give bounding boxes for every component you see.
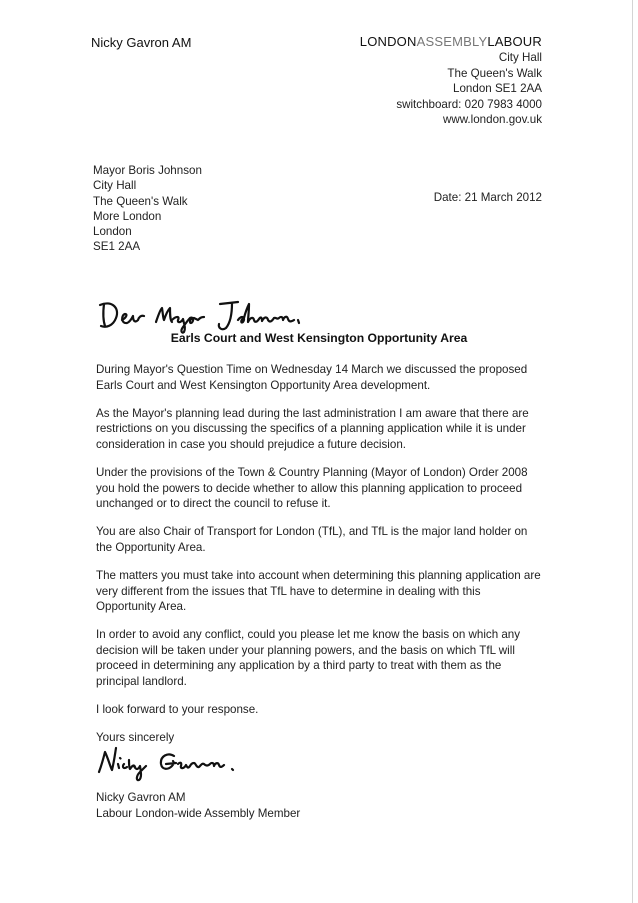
letter-subject: Earls Court and West Kensington Opportunity Area bbox=[170, 331, 468, 345]
signer-name: Nicky Gavron AM bbox=[96, 791, 186, 804]
signer-block bbox=[96, 790, 300, 821]
handwritten-signature bbox=[96, 742, 296, 784]
sender-address bbox=[396, 50, 542, 128]
organisation-name bbox=[360, 34, 542, 49]
paragraph bbox=[96, 524, 556, 555]
paragraph bbox=[96, 568, 556, 615]
org-part: LONDON bbox=[359, 34, 417, 49]
recipient-line: More London bbox=[93, 209, 162, 223]
signer-title: Labour London-wide Assembly Member bbox=[96, 806, 301, 820]
body-line: you hold the powers to decide whether to allow this planning application to proceed bbox=[96, 481, 523, 495]
address-line: switchboard: 020 7983 4000 bbox=[396, 97, 542, 111]
letter-date: Date: 21 March 2012 bbox=[433, 191, 542, 204]
body-line: proceed in determining any application by a third party to treat with them as the bbox=[96, 659, 502, 673]
body-line: restrictions on you discussing the specifics of a planning application while it is under bbox=[96, 422, 526, 436]
body-line: decision will be taken under your planning powers, and the basis on which TfL will bbox=[96, 643, 515, 657]
address-line: The Queen's Walk bbox=[447, 66, 542, 80]
sender-name: Nicky Gavron AM bbox=[91, 35, 192, 50]
body-line: principal landlord. bbox=[96, 675, 187, 688]
body-line: Under the provisions of the Town & Country Planning (Mayor of London) Order 2008 bbox=[96, 465, 528, 479]
body-line: Earls Court and West Kensington Opportunity Area development. bbox=[96, 378, 431, 392]
paragraph bbox=[96, 627, 556, 689]
body-line: the Opportunity Area. bbox=[96, 540, 206, 554]
address-line: London SE1 2AA bbox=[453, 82, 542, 96]
body-line: Yours sincerely bbox=[96, 731, 175, 745]
paragraph bbox=[96, 465, 556, 512]
body-line: As the Mayor's planning lead during the last administration I am aware that there are bbox=[96, 406, 529, 420]
org-part: ASSEMBLY bbox=[416, 34, 488, 49]
body-line: unchanged or to direct the council to refuse it. bbox=[96, 497, 331, 511]
body-line: In order to avoid any conflict, could you please let me know the basis on which any bbox=[96, 628, 521, 642]
paragraph bbox=[96, 362, 556, 393]
body-line: I look forward to your response. bbox=[96, 703, 259, 717]
scan-edge-line bbox=[632, 0, 633, 903]
paragraph bbox=[96, 406, 556, 453]
org-part: LABOUR bbox=[487, 34, 542, 49]
letter-body bbox=[96, 362, 556, 758]
recipient-address bbox=[93, 163, 202, 255]
body-line: During Mayor's Question Time on Wednesday 14 March we discussed the proposed bbox=[96, 363, 528, 376]
handwritten-salutation bbox=[98, 296, 338, 336]
recipient-line: London bbox=[93, 225, 132, 239]
paragraph bbox=[96, 702, 556, 718]
body-line: very different from the issues that TfL have to determine in dealing with this bbox=[96, 584, 481, 598]
body-line: Opportunity Area. bbox=[96, 600, 187, 614]
body-line: The matters you must take into account when determining this planning application are bbox=[96, 568, 541, 582]
body-line: consideration in case you should prejudice a future decision. bbox=[96, 437, 407, 451]
address-line: City Hall bbox=[498, 51, 542, 64]
recipient-line: City Hall bbox=[93, 179, 137, 193]
body-line: You are also Chair of Transport for London (TfL), and TfL is the major land holder on bbox=[96, 525, 528, 539]
address-line: www.london.gov.uk bbox=[442, 113, 542, 127]
recipient-line: SE1 2AA bbox=[93, 240, 141, 254]
recipient-line: The Queen's Walk bbox=[93, 194, 188, 208]
recipient-line: Mayor Boris Johnson bbox=[93, 164, 202, 177]
